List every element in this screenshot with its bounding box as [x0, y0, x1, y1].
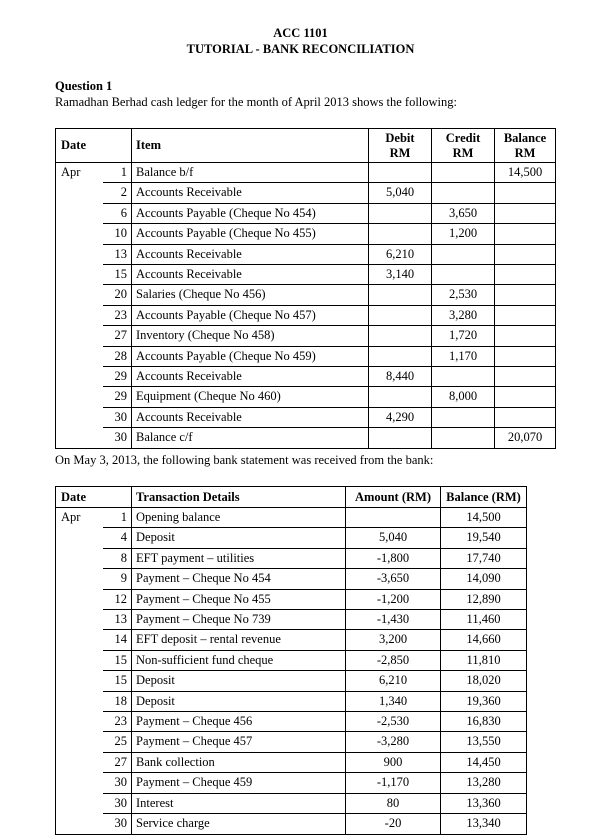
ledger-header-debit	[369, 129, 432, 163]
ledger-item: Accounts Payable (Cheque No 457)	[132, 305, 369, 325]
bank-row	[56, 508, 527, 528]
ledger-day: 23	[103, 305, 132, 325]
bank-row	[56, 671, 527, 691]
ledger-debit: 3,140	[369, 265, 432, 285]
bank-details: Deposit	[132, 528, 346, 548]
ledger-debit: 6,210	[369, 244, 432, 264]
bank-balance: 13,340	[441, 814, 527, 834]
course-code: ACC 1101	[273, 26, 328, 40]
bank-amount: 80	[346, 793, 441, 813]
ledger-day: 15	[103, 265, 132, 285]
ledger-balance	[495, 265, 556, 285]
ledger-header-date: Date	[56, 129, 132, 163]
ledger-row	[56, 183, 556, 203]
ledger-header-debit-label: Debit	[385, 130, 415, 145]
ledger-month	[56, 428, 104, 448]
ledger-header-item: Item	[132, 129, 369, 163]
bank-row	[56, 712, 527, 732]
bank-amount	[346, 508, 441, 528]
ledger-month	[56, 183, 104, 203]
bank-day: 27	[103, 752, 132, 772]
ledger-header-balance-label: Balance	[503, 130, 547, 145]
ledger-item: Inventory (Cheque No 458)	[132, 326, 369, 346]
ledger-balance: 14,500	[495, 163, 556, 183]
bank-balance: 19,540	[441, 528, 527, 548]
ledger-header-balance-unit: RM	[514, 145, 536, 160]
bank-balance: 16,830	[441, 712, 527, 732]
bank-month	[56, 793, 104, 813]
ledger-debit	[369, 346, 432, 366]
ledger-debit	[369, 326, 432, 346]
ledger-row	[56, 285, 556, 305]
bank-details: Payment – Cheque 457	[132, 732, 346, 752]
bank-details: Non-sufficient fund cheque	[132, 650, 346, 670]
ledger-credit	[432, 244, 495, 264]
ledger-balance	[495, 346, 556, 366]
ledger-balance: 20,070	[495, 428, 556, 448]
ledger-header-credit-unit: RM	[452, 145, 474, 160]
bank-day: 15	[103, 650, 132, 670]
ledger-row	[56, 224, 556, 244]
bank-details: Deposit	[132, 671, 346, 691]
ledger-header-credit	[432, 129, 495, 163]
bank-details: Payment – Cheque No 739	[132, 610, 346, 630]
ledger-debit	[369, 224, 432, 244]
bank-amount: 5,040	[346, 528, 441, 548]
ledger-item: Balance b/f	[132, 163, 369, 183]
bank-month	[56, 630, 104, 650]
bank-balance: 19,360	[441, 691, 527, 711]
ledger-balance	[495, 407, 556, 427]
ledger-day: 20	[103, 285, 132, 305]
ledger-item: Equipment (Cheque No 460)	[132, 387, 369, 407]
ledger-debit	[369, 163, 432, 183]
ledger-credit: 1,170	[432, 346, 495, 366]
ledger-debit: 8,440	[369, 367, 432, 387]
ledger-month	[56, 367, 104, 387]
ledger-month	[56, 305, 104, 325]
bank-day: 9	[103, 569, 132, 589]
ledger-credit: 3,650	[432, 203, 495, 223]
ledger-month	[56, 265, 104, 285]
bank-header-date: Date	[56, 487, 132, 508]
bank-balance: 14,660	[441, 630, 527, 650]
ledger-debit	[369, 428, 432, 448]
ledger-credit	[432, 183, 495, 203]
bank-amount: 6,210	[346, 671, 441, 691]
bank-amount: 900	[346, 752, 441, 772]
ledger-row	[56, 387, 556, 407]
question-text: Ramadhan Berhad cash ledger for the month of April 2013 shows the following:	[55, 95, 458, 109]
ledger-credit: 1,720	[432, 326, 495, 346]
bank-balance: 18,020	[441, 671, 527, 691]
ledger-month	[56, 326, 104, 346]
ledger-row	[56, 305, 556, 325]
ledger-balance	[495, 183, 556, 203]
bank-month	[56, 569, 104, 589]
ledger-credit	[432, 428, 495, 448]
ledger-item: Accounts Receivable	[132, 367, 369, 387]
bank-balance: 14,090	[441, 569, 527, 589]
bank-row	[56, 814, 527, 834]
bank-details: Payment – Cheque 459	[132, 773, 346, 793]
ledger-balance	[495, 387, 556, 407]
bank-month	[56, 752, 104, 772]
ledger-month	[56, 224, 104, 244]
ledger-item: Accounts Receivable	[132, 183, 369, 203]
ledger-row	[56, 203, 556, 223]
ledger-day: 30	[103, 407, 132, 427]
ledger-day: 29	[103, 367, 132, 387]
ledger-credit: 1,200	[432, 224, 495, 244]
bank-balance: 11,810	[441, 650, 527, 670]
ledger-balance	[495, 244, 556, 264]
bank-details: Payment – Cheque No 454	[132, 569, 346, 589]
ledger-header-debit-unit: RM	[389, 145, 411, 160]
bank-balance: 14,500	[441, 508, 527, 528]
ledger-row	[56, 407, 556, 427]
ledger-day: 27	[103, 326, 132, 346]
ledger-credit: 3,280	[432, 305, 495, 325]
bank-day: 18	[103, 691, 132, 711]
bank-details: EFT payment – utilities	[132, 548, 346, 568]
ledger-day: 30	[103, 428, 132, 448]
ledger-day: 10	[103, 224, 132, 244]
bank-month	[56, 671, 104, 691]
bank-balance: 13,360	[441, 793, 527, 813]
bank-amount: -2,850	[346, 650, 441, 670]
bank-balance: 14,450	[441, 752, 527, 772]
ledger-debit: 4,290	[369, 407, 432, 427]
ledger-balance	[495, 224, 556, 244]
ledger-day: 1	[103, 163, 132, 183]
ledger-row	[56, 428, 556, 448]
ledger-month	[56, 407, 104, 427]
bank-month	[56, 691, 104, 711]
bank-amount: -3,650	[346, 569, 441, 589]
bank-amount: -1,200	[346, 589, 441, 609]
ledger-row	[56, 346, 556, 366]
ledger-header-credit-label: Credit	[445, 130, 481, 145]
bank-day: 23	[103, 712, 132, 732]
bank-month	[56, 814, 104, 834]
bank-month	[56, 650, 104, 670]
ledger-item: Accounts Receivable	[132, 407, 369, 427]
bank-month	[56, 712, 104, 732]
bank-day: 4	[103, 528, 132, 548]
bank-row	[56, 773, 527, 793]
bank-header-row	[56, 487, 527, 508]
bank-amount: -1,800	[346, 548, 441, 568]
ledger-balance	[495, 367, 556, 387]
bank-row	[56, 650, 527, 670]
bank-amount: -3,280	[346, 732, 441, 752]
statement-intro: On May 3, 2013, the following bank statement was received from the bank:	[55, 453, 434, 467]
ledger-debit	[369, 387, 432, 407]
bank-header-balance: Balance (RM)	[441, 487, 527, 508]
ledger-debit: 5,040	[369, 183, 432, 203]
bank-row	[56, 569, 527, 589]
bank-balance: 11,460	[441, 610, 527, 630]
ledger-row	[56, 244, 556, 264]
bank-row	[56, 752, 527, 772]
ledger-month	[56, 346, 104, 366]
ledger-balance	[495, 305, 556, 325]
ledger-month: Apr	[61, 165, 81, 180]
ledger-balance	[495, 285, 556, 305]
bank-row	[56, 548, 527, 568]
ledger-month	[56, 244, 104, 264]
ledger-header-balance	[495, 129, 556, 163]
ledger-debit	[369, 285, 432, 305]
ledger-item: Accounts Receivable	[132, 244, 369, 264]
bank-month	[56, 528, 104, 548]
ledger-day: 13	[103, 244, 132, 264]
bank-row	[56, 528, 527, 548]
ledger-day: 29	[103, 387, 132, 407]
bank-details: Interest	[132, 793, 346, 813]
document-title: TUTORIAL - BANK RECONCILIATION	[186, 42, 415, 56]
ledger-item: Accounts Payable (Cheque No 459)	[132, 346, 369, 366]
ledger-item: Accounts Receivable	[132, 265, 369, 285]
ledger-month	[56, 203, 104, 223]
bank-amount: -1,170	[346, 773, 441, 793]
ledger-credit: 2,530	[432, 285, 495, 305]
ledger-day: 2	[103, 183, 132, 203]
ledger-row	[56, 326, 556, 346]
bank-amount: -1,430	[346, 610, 441, 630]
bank-header-details: Transaction Details	[132, 487, 346, 508]
bank-amount: -2,530	[346, 712, 441, 732]
bank-row	[56, 691, 527, 711]
bank-details: Payment – Cheque No 455	[132, 589, 346, 609]
bank-row	[56, 610, 527, 630]
bank-day: 14	[103, 630, 132, 650]
ledger-credit	[432, 265, 495, 285]
ledger-credit	[432, 407, 495, 427]
ledger-day: 6	[103, 203, 132, 223]
bank-details: Opening balance	[132, 508, 346, 528]
ledger-day: 28	[103, 346, 132, 366]
ledger-item: Salaries (Cheque No 456)	[132, 285, 369, 305]
bank-header-amount: Amount (RM)	[346, 487, 441, 508]
bank-day: 15	[103, 671, 132, 691]
bank-month	[56, 610, 104, 630]
bank-details: EFT deposit – rental revenue	[132, 630, 346, 650]
bank-day: 1	[103, 508, 132, 528]
bank-balance: 13,280	[441, 773, 527, 793]
bank-month	[56, 732, 104, 752]
bank-day: 30	[103, 814, 132, 834]
ledger-credit	[432, 367, 495, 387]
bank-details: Deposit	[132, 691, 346, 711]
ledger-debit	[369, 305, 432, 325]
ledger-row	[56, 367, 556, 387]
bank-balance: 17,740	[441, 548, 527, 568]
bank-row	[56, 732, 527, 752]
bank-statement-table	[55, 486, 527, 835]
bank-day: 25	[103, 732, 132, 752]
ledger-row	[56, 265, 556, 285]
ledger-balance	[495, 203, 556, 223]
ledger-month	[56, 387, 104, 407]
bank-day: 30	[103, 773, 132, 793]
bank-month	[56, 589, 104, 609]
bank-month	[56, 548, 104, 568]
bank-balance: 13,550	[441, 732, 527, 752]
ledger-item: Balance c/f	[132, 428, 369, 448]
bank-balance: 12,890	[441, 589, 527, 609]
bank-day: 13	[103, 610, 132, 630]
ledger-item: Accounts Payable (Cheque No 454)	[132, 203, 369, 223]
ledger-item: Accounts Payable (Cheque No 455)	[132, 224, 369, 244]
bank-row	[56, 589, 527, 609]
bank-amount: -20	[346, 814, 441, 834]
bank-details: Bank collection	[132, 752, 346, 772]
ledger-header-row	[56, 129, 556, 163]
bank-amount: 3,200	[346, 630, 441, 650]
bank-day: 8	[103, 548, 132, 568]
bank-month: Apr	[61, 510, 81, 525]
ledger-balance	[495, 326, 556, 346]
bank-day: 12	[103, 589, 132, 609]
ledger-credit: 8,000	[432, 387, 495, 407]
cash-ledger-table	[55, 128, 556, 449]
bank-month	[56, 773, 104, 793]
ledger-credit	[432, 163, 495, 183]
bank-details: Service charge	[132, 814, 346, 834]
question-title: Question 1	[55, 79, 113, 93]
ledger-month	[56, 285, 104, 305]
bank-row	[56, 630, 527, 650]
bank-day: 30	[103, 793, 132, 813]
bank-row	[56, 793, 527, 813]
ledger-debit	[369, 203, 432, 223]
ledger-row	[56, 163, 556, 183]
bank-amount: 1,340	[346, 691, 441, 711]
bank-details: Payment – Cheque 456	[132, 712, 346, 732]
